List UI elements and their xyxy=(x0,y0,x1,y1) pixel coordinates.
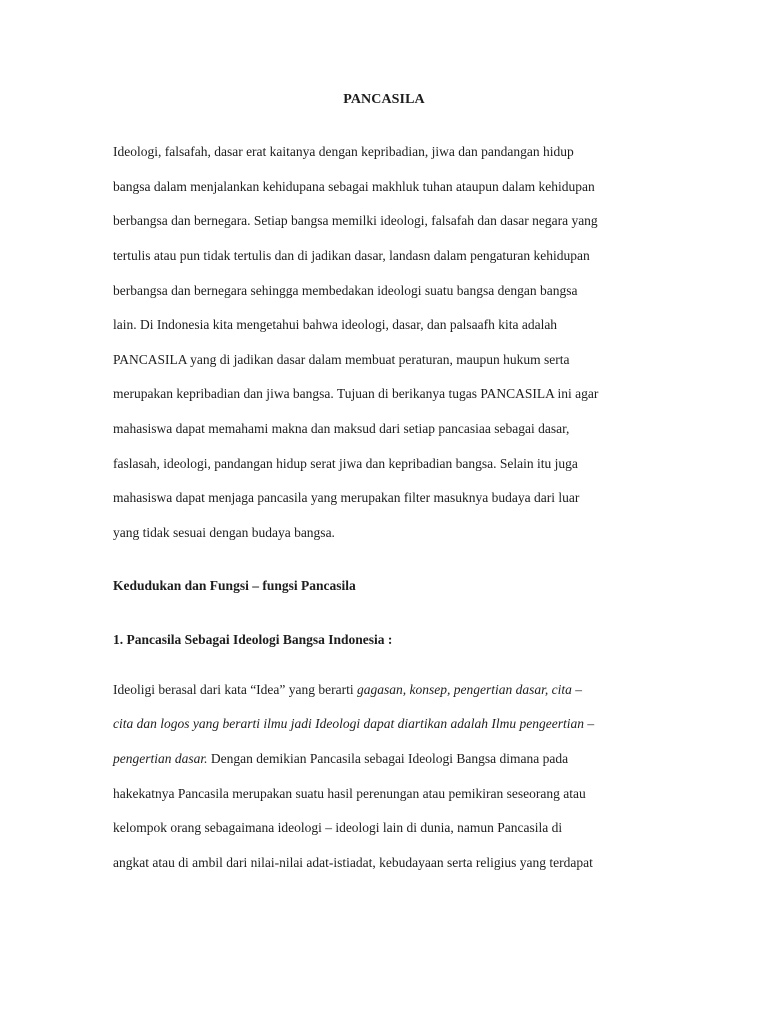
plain-text: Dengan demikian Pancasila sebagai Ideologi Bangsa dimana pada xyxy=(207,751,569,766)
paragraph-line: berbangsa dan bernegara sehingga membedakan ideologi suatu bangsa dengan bangsa xyxy=(113,283,578,298)
italic-text: cita dan logos yang berarti ilmu jadi Ideologi dapat diartikan adalah Ilmu pengeertian – xyxy=(113,716,595,731)
paragraph-line xyxy=(113,714,594,734)
paragraph-line: tertulis atau pun tidak tertulis dan di jadikan dasar, landasn dalam pengaturan kehidupan xyxy=(113,248,590,263)
paragraph-line: mahasiswa dapat menjaga pancasila yang merupakan filter masuknya budaya dari luar xyxy=(113,490,580,505)
paragraph-line: Ideologi, falsafah, dasar erat kaitanya dengan kepribadian, jiwa dan pandangan hidup xyxy=(113,144,574,159)
paragraph-line: berbangsa dan bernegara. Setiap bangsa memilki ideologi, falsafah dan dasar negara yang xyxy=(113,213,598,228)
paragraph-line: merupakan kepribadian dan jiwa bangsa. Tujuan di berikanya tugas PANCASILA ini agar xyxy=(113,386,599,401)
paragraph-line: bangsa dalam menjalankan kehidupana sebagai makhluk tuhan ataupun dalam kehidupan xyxy=(113,179,595,194)
plain-text: Ideoligi berasal dari kata “Idea” yang berarti xyxy=(113,682,357,697)
paragraph-line: hakekatnya Pancasila merupakan suatu hasil perenungan atau pemikiran seseorang atau xyxy=(113,786,586,801)
subsection-heading: 1. Pancasila Sebagai Ideologi Bangsa Indonesia : xyxy=(113,632,393,647)
section-heading: Kedudukan dan Fungsi – fungsi Pancasila xyxy=(113,578,356,593)
paragraph-line xyxy=(113,749,568,769)
paragraph-line: yang tidak sesuai dengan budaya bangsa. xyxy=(113,525,335,540)
paragraph-line: faslasah, ideologi, pandangan hidup serat jiwa dan kepribadian bangsa. Selain itu juga xyxy=(113,456,578,471)
paragraph-line: PANCASILA yang di jadikan dasar dalam membuat peraturan, maupun hukum serta xyxy=(113,352,570,367)
paragraph-line: lain. Di Indonesia kita mengetahui bahwa ideologi, dasar, dan palsaafh kita adalah xyxy=(113,317,558,332)
italic-text: pengertian dasar. xyxy=(113,751,208,766)
paragraph-line xyxy=(113,680,582,700)
paragraph-line: kelompok orang sebagaimana ideologi – ideologi lain di dunia, namun Pancasila di xyxy=(113,820,563,835)
document-title: PANCASILA xyxy=(343,92,425,107)
paragraph-line: mahasiswa dapat memahami makna dan maksud dari setiap pancasiaa sebagai dasar, xyxy=(113,421,570,436)
paragraph-line: angkat atau di ambil dari nilai-nilai adat-istiadat, kebudayaan serta religius yang terdapat xyxy=(113,855,593,870)
italic-text: gagasan, konsep, pengertian dasar, cita – xyxy=(357,682,582,697)
